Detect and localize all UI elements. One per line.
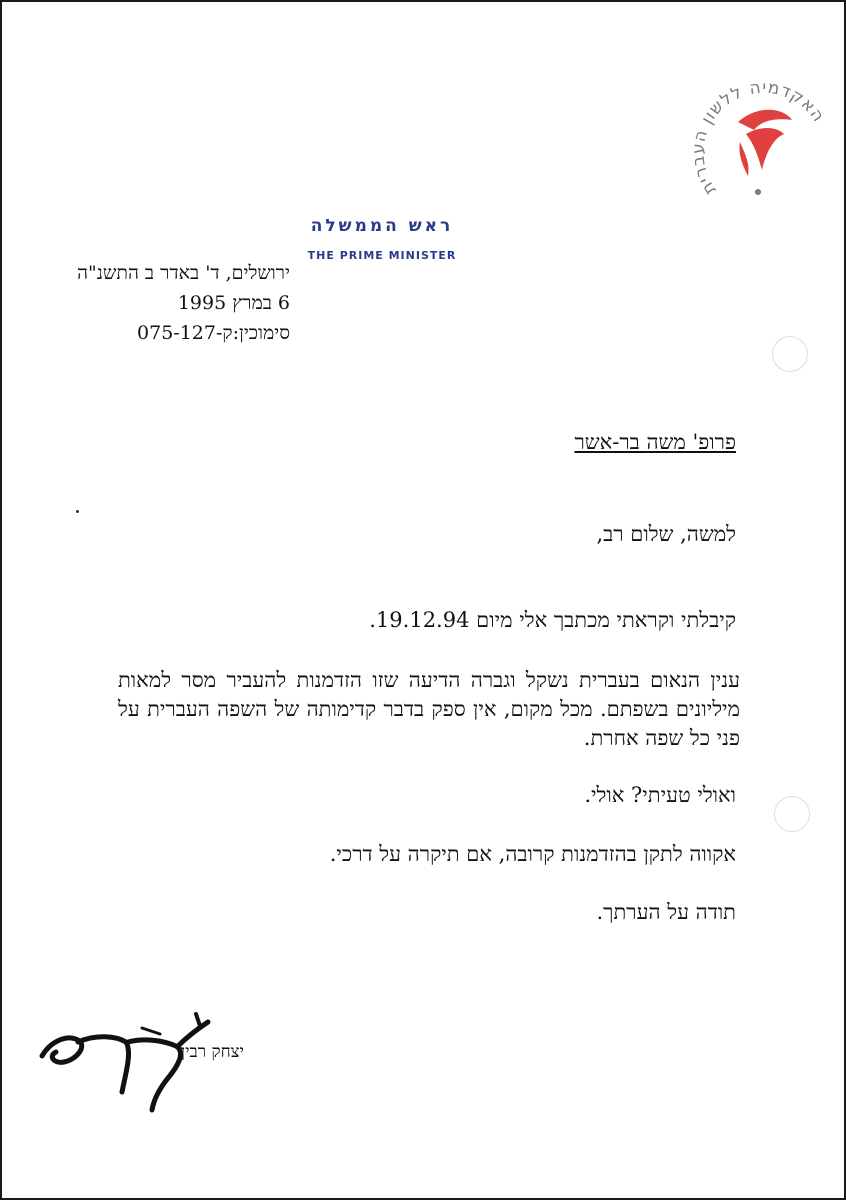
greeting: למשה, שלום רב, [596,522,736,546]
academy-seal-logo [680,60,840,220]
addressee: פרופ' משה בר-אשר [574,430,736,454]
seal-text: האקדמיה ללשון העברית [688,77,829,199]
punch-hole-mark [772,336,808,372]
reference-number: סימוכין:ק-075-127 [137,322,290,344]
letterhead-title-english: THE PRIME MINISTER [307,249,457,262]
paragraph-hope-to-correct: אקווה לתקן בהזדמנות קרובה, אם תיקרה על דרכי. [329,842,736,866]
handwritten-signature [36,1012,226,1122]
scan-speck [76,510,79,513]
paragraph-thanks: תודה על הערתך. [596,900,736,924]
hebrew-date: ירושלים, ד' באדר ב התשנ"ה [77,262,290,284]
paragraph-maybe-wrong: ואולי טעיתי? אולי. [584,783,736,807]
punch-hole-mark [774,796,810,832]
paragraph-received-letter: קיבלתי וקראתי מכתבך אלי מיום 19.12.94. [369,608,736,632]
letterhead-title-hebrew: ראש הממשלה [310,216,454,236]
signer-name: יצחק רבין [180,1042,244,1062]
date-block [77,258,290,348]
gregorian-date: 6 במרץ 1995 [177,292,290,314]
paragraph-speech-matter: ענין הנאום בעברית נשקל וגברה הדיעה שזו הזדמנות להעביר מסר למאות מיליונים בשפתם. מכל מקום, אין ספק בדבר קדימותה של השפה העברית על פני כל שפה אחרת. [118,668,740,750]
